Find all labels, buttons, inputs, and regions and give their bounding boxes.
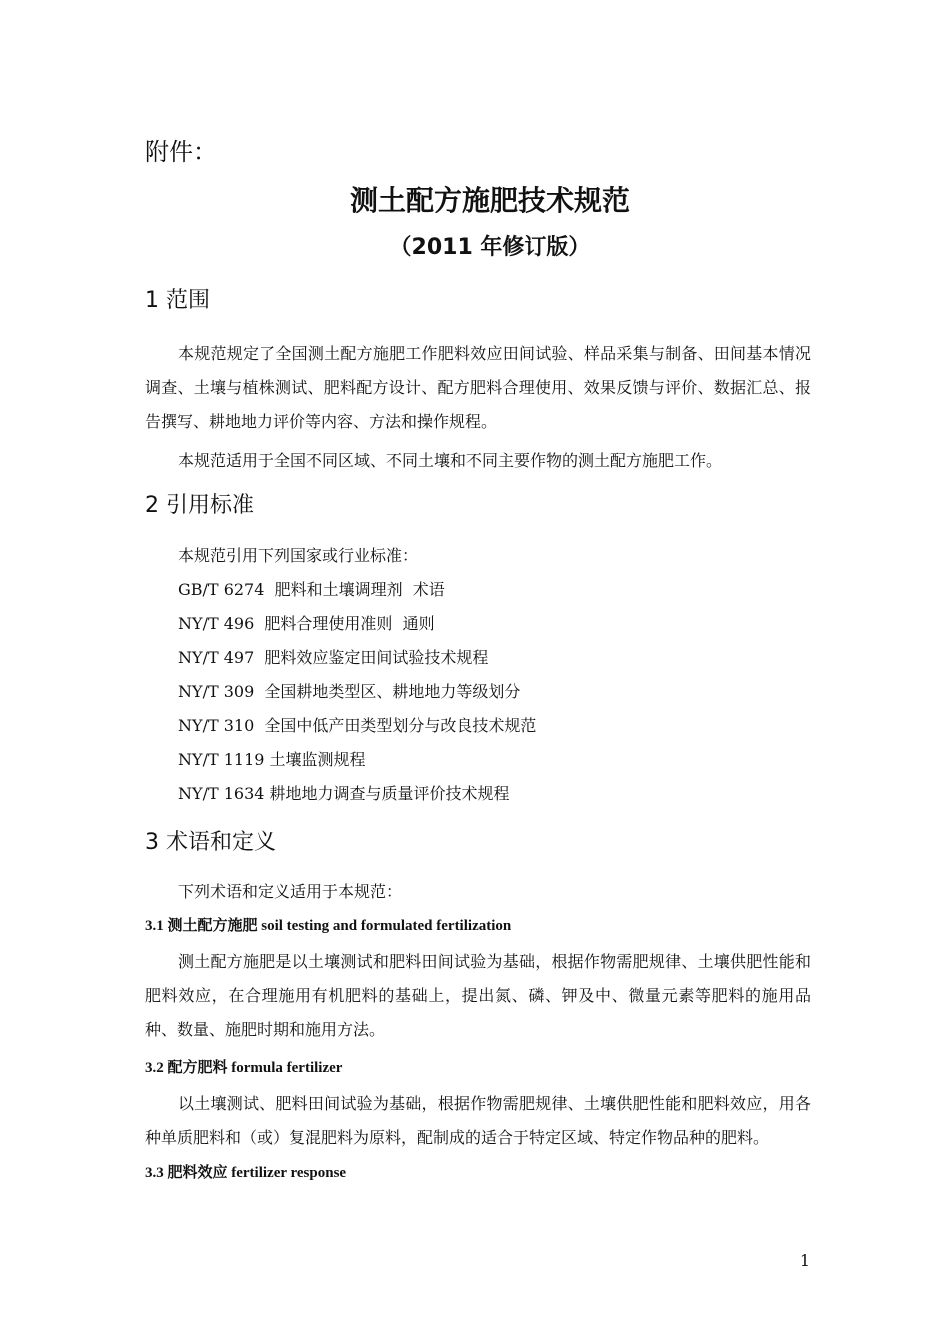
document-title: 测土配方施肥技术规范 bbox=[349, 184, 630, 217]
term-3-3-heading: 3.3 肥料效应 fertilizer response bbox=[145, 1165, 347, 1181]
section-1-paragraph-2: 本规范适用于全国不同区域、不同土壤和不同主要作物的测土配方施肥工作。 bbox=[178, 451, 723, 470]
reference-item: NY/T 309 全国耕地类型区、耕地地力等级划分 bbox=[178, 682, 521, 701]
term-3-1-body: 测土配方施肥是以土壤测试和肥料田间试验为基础，根据作物需肥规律、土壤供肥性能和肥料效应，在合理施用有机肥料的基础上，提出氮、磷、钾及中、微量元素等肥料的施用品种、数量、施肥时期和施用方法。 bbox=[145, 952, 811, 1039]
section-3-intro: 下列术语和定义适用于本规范： bbox=[178, 882, 403, 901]
term-3-1-heading: 3.1 测土配方施肥 soil testing and formulated fertilization bbox=[145, 918, 512, 934]
reference-item: GB/T 6274 肥料和土壤调理剂 术语 bbox=[178, 580, 445, 599]
section-3-heading: 3 术语和定义 bbox=[145, 830, 276, 855]
page-number: 1 bbox=[799, 1251, 810, 1270]
document-subtitle: （2011 年修订版） bbox=[389, 235, 591, 260]
reference-item: NY/T 310 全国中低产田类型划分与改良技术规范 bbox=[178, 716, 537, 735]
attachment-label: 附件： bbox=[145, 138, 217, 166]
reference-item: NY/T 1634 耕地地力调查与质量评价技术规程 bbox=[178, 784, 510, 803]
reference-item: NY/T 1119 土壤监测规程 bbox=[178, 750, 366, 769]
reference-item: NY/T 496 肥料合理使用准则 通则 bbox=[178, 614, 435, 633]
section-2-intro: 本规范引用下列国家或行业标准： bbox=[178, 546, 419, 565]
section-1-heading: 1 范围 bbox=[145, 288, 210, 313]
section-2-heading: 2 引用标准 bbox=[145, 493, 254, 518]
term-3-2-heading: 3.2 配方肥料 formula fertilizer bbox=[145, 1060, 343, 1076]
section-1-paragraph-1: 本规范规定了全国测土配方施肥工作肥料效应田间试验、样品采集与制备、田间基本情况调查、土壤与植株测试、肥料配方设计、配方肥料合理使用、效果反馈与评价、数据汇总、报告撰写、耕地地力评价等内容、方法和操作规程。 bbox=[145, 344, 811, 431]
reference-item: NY/T 497 肥料效应鉴定田间试验技术规程 bbox=[178, 648, 489, 667]
term-3-2-body: 以土壤测试、肥料田间试验为基础，根据作物需肥规律、土壤供肥性能和肥料效应，用各种单质肥料和（或）复混肥料为原料，配制成的适合于特定区域、特定作物品种的肥料。 bbox=[145, 1094, 811, 1147]
